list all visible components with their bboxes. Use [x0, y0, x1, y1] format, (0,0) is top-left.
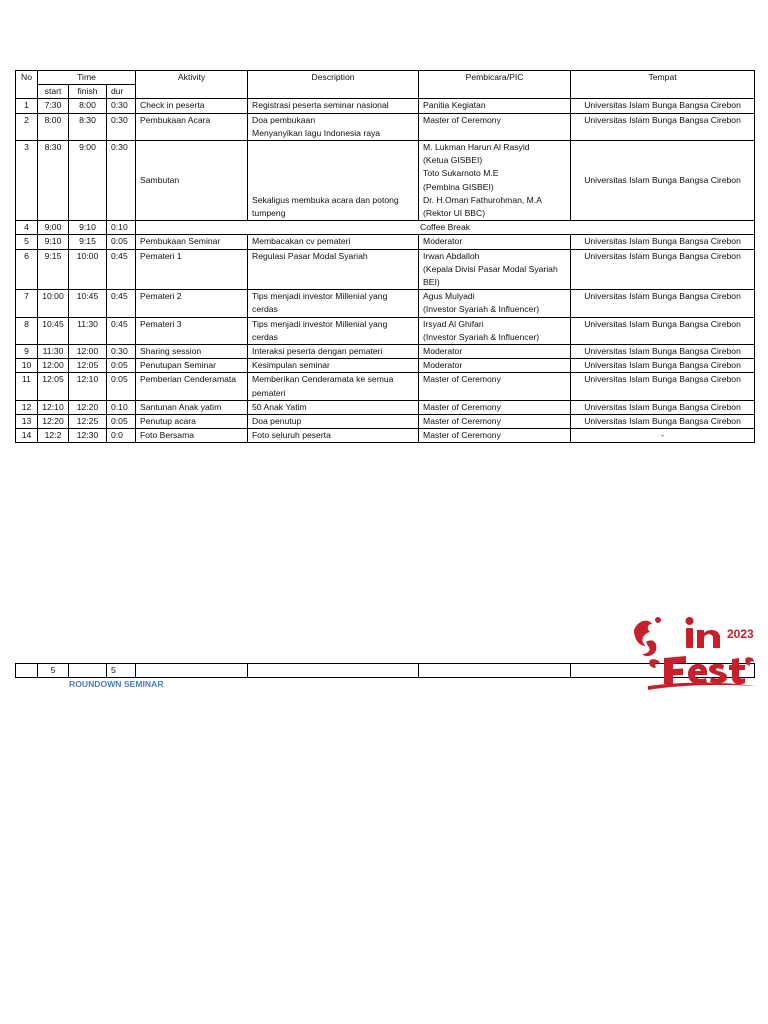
continuation-no: [16, 664, 38, 678]
row-description: 50 Anak Yatim: [248, 400, 419, 414]
table-row: [16, 345, 755, 359]
row-activity: Pemateri 3: [136, 317, 248, 344]
row-place: Universitas Islam Bunga Bangsa Cirebon: [571, 345, 755, 359]
table-row: [16, 373, 755, 400]
row-no: 10: [16, 359, 38, 373]
row-pic: Agus Mulyadi (Investor Syariah & Influencer): [419, 290, 571, 317]
row-no: 8: [16, 317, 38, 344]
row-activity: Foto Bersama: [136, 429, 248, 443]
table-row: [16, 235, 755, 249]
row-no: 7: [16, 290, 38, 317]
row-finish: 8:30: [69, 113, 107, 140]
continuation-description: [248, 664, 419, 678]
row-place: -: [571, 429, 755, 443]
row-no: 2: [16, 113, 38, 140]
row-pic: Master of Ceremony: [419, 400, 571, 414]
row-start: 9:10: [38, 235, 69, 249]
row-finish: 12:05: [69, 359, 107, 373]
header-time: Time: [38, 71, 136, 85]
row-start: 9:00: [38, 221, 69, 235]
row-activity: Santunan Anak yatim: [136, 400, 248, 414]
table-row: [16, 400, 755, 414]
row-start: 7:30: [38, 99, 69, 113]
continuation-start: 5: [38, 664, 69, 678]
row-place: Universitas Islam Bunga Bangsa Cirebon: [571, 141, 755, 221]
table-row: [16, 249, 755, 290]
row-place: Universitas Islam Bunga Bangsa Cirebon: [571, 235, 755, 249]
row-activity: Pemberian Cenderamata: [136, 373, 248, 400]
row-pic: Irsyad Al Ghifari (Investor Syariah & Influencer): [419, 317, 571, 344]
table-row: [16, 99, 755, 113]
row-place: Universitas Islam Bunga Bangsa Cirebon: [571, 373, 755, 400]
row-start: 12:20: [38, 415, 69, 429]
row-dur: 0:10: [107, 221, 136, 235]
row-coffee-break: Coffee Break: [136, 221, 755, 235]
row-description: Doa penutup: [248, 415, 419, 429]
row-start: 12:10: [38, 400, 69, 414]
row-place: Universitas Islam Bunga Bangsa Cirebon: [571, 317, 755, 344]
continuation-activity: [136, 664, 248, 678]
row-place: Universitas Islam Bunga Bangsa Cirebon: [571, 415, 755, 429]
row-finish: 12:20: [69, 400, 107, 414]
row-activity: Check in peserta: [136, 99, 248, 113]
header-pic: Pembicara/PIC: [419, 71, 571, 99]
row-pic: Master of Ceremony: [419, 113, 571, 140]
row-activity: Penutup acara: [136, 415, 248, 429]
row-pic: Panitia Kegiatan: [419, 99, 571, 113]
row-pic: Moderator: [419, 235, 571, 249]
row-description: Membacakan cv pemateri: [248, 235, 419, 249]
row-finish: 12:10: [69, 373, 107, 400]
row-pic: Moderator: [419, 345, 571, 359]
row-finish: 9:00: [69, 141, 107, 221]
row-description: Doa pembukaan Menyanyikan lagu Indonesia raya: [248, 113, 419, 140]
table-row: [16, 415, 755, 429]
header-aktivity: Aktivity: [136, 71, 248, 99]
table-row: [16, 359, 755, 373]
row-start: 10:45: [38, 317, 69, 344]
row-description: Kesimpulan seminar: [248, 359, 419, 373]
table-header-row: [16, 71, 755, 85]
row-pic: Master of Ceremony: [419, 429, 571, 443]
header-start: start: [38, 85, 69, 99]
row-activity: Sharing session: [136, 345, 248, 359]
row-dur: 0:05: [107, 415, 136, 429]
row-dur: 0:45: [107, 317, 136, 344]
row-start: 8:30: [38, 141, 69, 221]
row-dur: 0:0: [107, 429, 136, 443]
row-place: Universitas Islam Bunga Bangsa Cirebon: [571, 400, 755, 414]
row-description: Tips menjadi investor Millenial yang cerdas: [248, 317, 419, 344]
row-dur: 0:30: [107, 345, 136, 359]
row-dur: 0:30: [107, 141, 136, 221]
table-row: [16, 317, 755, 344]
row-pic: Master of Ceremony: [419, 373, 571, 400]
row-dur: 0:45: [107, 290, 136, 317]
row-activity: Sambutan: [136, 141, 248, 221]
row-finish: 8:00: [69, 99, 107, 113]
row-activity: Pemateri 1: [136, 249, 248, 290]
row-pic: Moderator: [419, 359, 571, 373]
table-row: [16, 113, 755, 140]
row-no: 5: [16, 235, 38, 249]
row-place: Universitas Islam Bunga Bangsa Cirebon: [571, 290, 755, 317]
row-no: 6: [16, 249, 38, 290]
row-finish: 9:10: [69, 221, 107, 235]
row-start: 9:15: [38, 249, 69, 290]
row-dur: 0:30: [107, 99, 136, 113]
row-no: 3: [16, 141, 38, 221]
row-start: 8:00: [38, 113, 69, 140]
row-pic: Irwan Abdalloh (Kepala Divisi Pasar Modal Syariah BEI): [419, 249, 571, 290]
row-place: Universitas Islam Bunga Bangsa Cirebon: [571, 249, 755, 290]
row-dur: 0:45: [107, 249, 136, 290]
row-description: Sekaligus membuka acara dan potong tumpeng: [248, 141, 419, 221]
row-pic: Master of Ceremony: [419, 415, 571, 429]
row-no: 12: [16, 400, 38, 414]
logo-year: 2023: [727, 627, 754, 641]
row-no: 1: [16, 99, 38, 113]
row-start: 12:00: [38, 359, 69, 373]
row-dur: 0:05: [107, 359, 136, 373]
row-activity: Pemateri 2: [136, 290, 248, 317]
footer-title: ROUNDOWN SEMINAR: [69, 679, 164, 689]
row-finish: 12:25: [69, 415, 107, 429]
header-finish: finish: [69, 85, 107, 99]
row-description: Memberikan Cenderamata ke semua pemateri: [248, 373, 419, 400]
continuation-finish: [69, 664, 107, 678]
row-finish: 9:15: [69, 235, 107, 249]
continuation-pic: [419, 664, 571, 678]
infest-2023-logo: [628, 612, 758, 692]
row-no: 14: [16, 429, 38, 443]
table-row: [16, 141, 755, 221]
header-no: No: [16, 71, 38, 99]
row-activity: Pembukaan Seminar: [136, 235, 248, 249]
header-tempat: Tempat: [571, 71, 755, 99]
row-dur: 0:05: [107, 373, 136, 400]
row-pic: M. Lukman Harun Al Rasyid (Ketua GISBEI) Toto Sukarnoto M.E (Pembina GISBEI) Dr. H.Oman Fathurohman, M.A (Rektor UI BBC): [419, 141, 571, 221]
row-finish: 11:30: [69, 317, 107, 344]
row-activity: Pembukaan Acara: [136, 113, 248, 140]
row-start: 11:30: [38, 345, 69, 359]
row-finish: 10:45: [69, 290, 107, 317]
row-finish: 10:00: [69, 249, 107, 290]
row-description: Tips menjadi investor Millenial yang cerdas: [248, 290, 419, 317]
row-no: 11: [16, 373, 38, 400]
row-start: 12:05: [38, 373, 69, 400]
row-activity: Penutupan Seminar: [136, 359, 248, 373]
row-finish: 12:30: [69, 429, 107, 443]
row-place: Universitas Islam Bunga Bangsa Cirebon: [571, 113, 755, 140]
row-start: 10:00: [38, 290, 69, 317]
row-no: 9: [16, 345, 38, 359]
row-start: 12:2: [38, 429, 69, 443]
table-row: [16, 221, 755, 235]
row-dur: 0:05: [107, 235, 136, 249]
row-place: Universitas Islam Bunga Bangsa Cirebon: [571, 359, 755, 373]
row-description: Regulasi Pasar Modal Syariah: [248, 249, 419, 290]
row-description: Interaksi peserta dengan pemateri: [248, 345, 419, 359]
row-place: Universitas Islam Bunga Bangsa Cirebon: [571, 99, 755, 113]
row-no: 13: [16, 415, 38, 429]
continuation-dur: 5: [107, 664, 136, 678]
row-dur: 0:30: [107, 113, 136, 140]
row-no: 4: [16, 221, 38, 235]
rundown-table: [15, 70, 755, 443]
row-dur: 0:10: [107, 400, 136, 414]
table-row: [16, 290, 755, 317]
row-finish: 12:00: [69, 345, 107, 359]
row-description: Foto seluruh peserta: [248, 429, 419, 443]
header-description: Description: [248, 71, 419, 99]
row-description: Registrasi peserta seminar nasional: [248, 99, 419, 113]
table-row: [16, 429, 755, 443]
header-dur: dur: [107, 85, 136, 99]
